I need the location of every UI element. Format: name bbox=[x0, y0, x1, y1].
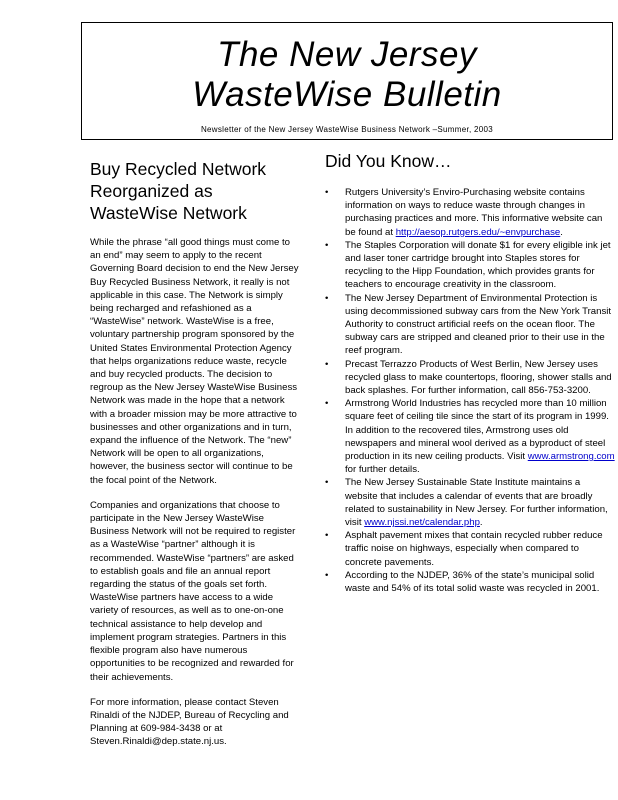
list-item: Asphalt pavement mixes that contain recycled rubber reduce traffic noise on highways, especially when compared to concrete pavements. bbox=[345, 530, 603, 568]
masthead bbox=[81, 22, 613, 140]
title-line-2: WasteWise Bulletin bbox=[192, 75, 502, 114]
njssi-link[interactable]: www.njssi.net/calendar.php bbox=[364, 517, 480, 529]
title-line-1: The New Jersey bbox=[217, 35, 477, 74]
list-item: The Staples Corporation will donate $1 for every eligible ink jet and laser toner cartridge brought into Staples stores for recycling to the Hipp Foundation, which provides grants for teachers to encourage creativity in the classroom. bbox=[345, 239, 611, 291]
did-you-know-title: Did You Know… bbox=[325, 151, 452, 171]
bulletin-subtitle: Newsletter of the New Jersey WasteWise Business Network –Summer, 2003 bbox=[200, 125, 494, 134]
rutgers-link[interactable]: http://aesop.rutgers.edu/~envpurchase bbox=[395, 226, 561, 238]
list-item: Rutgers University’s Enviro-Purchasing website contains information on ways to reduce waste through changes in purchasing practices and more. This informative website can be found at http://aesop.rutgers.edu/~envpurchase. bbox=[345, 187, 603, 238]
list-item: Precast Terrazzo Products of West Berlin, New Jersey uses recycled glass to make countertops, flooring, shower stalls and back splashes. For further information, call 856-753-3200. bbox=[345, 358, 612, 397]
bulletin-title bbox=[82, 35, 612, 115]
list-item: According to the NJDEP, 36% of the state’s municipal solid waste and 54% of its total solid waste was recycled in 2001. bbox=[345, 569, 600, 595]
list-item: The New Jersey Sustainable State Institute maintains a website that includes a calendar of events that are broadly related to sustainability in New Jersey. For further information, visit www.njssi.net/calendar.php. bbox=[345, 477, 608, 529]
article-paragraph: Companies and organizations that choose to participate in the New Jersey WasteWise Business Network will not be required to register as a WasteWise “partner” although it is recommended. WasteWise “partners” are asked to establish goals and file an annual report regarding the status of the goals set forth. WasteWise partners have access to a wide variety of resources, as well as to one-on-one technical assistance to help develop and implement program strategies. Partners in this flexible program also have numerous opportunities to be recognized and rewarded for their achievements. bbox=[90, 499, 296, 683]
article-column bbox=[90, 158, 302, 761]
article-title: Buy Recycled Network Reorganized as WasteWise Network bbox=[90, 159, 267, 223]
list-item: The New Jersey Department of Environmental Protection is using decommissioned subway cars from the New York Transit Authority to construct artificial reefs on the ocean floor. The subway cars are stripped and cleaned prior to their use in the reef program. bbox=[345, 292, 612, 357]
did-you-know-column bbox=[325, 150, 615, 595]
article-paragraph: While the phrase “all good things must come to an end” may seem to apply to the recent Governing Board decision to end the New Jersey Buy Recycled Business Network, it really is not applicable in this case. The Network is simply being recharged and refashioned as a “WasteWise” network. WasteWise is a free, voluntary partnership program sponsored by the United States Environmental Protection Agency that helps organizations reduce waste, recycle and buy recycled products. The decision to regroup as the New Jersey WasteWise Business Network was made in the hope that a network with a broader mission may be more attractive to businesses and other organizations and in turn, expand the influence of the Network. The “new” Network will be open to all organizations, however, the business sector will continue to be the focal point of the Network. bbox=[90, 237, 299, 486]
list-item: Armstrong World Industries has recycled more than 10 million square feet of ceiling tile since the start of its program in 1999. In addition to the recovered tiles, Armstrong uses old newspapers and mineral wool derived as a byproduct of steel production in its new ceiling products. Visit www.armstrong.com for further details. bbox=[345, 398, 615, 476]
did-you-know-list bbox=[325, 186, 615, 595]
armstrong-link[interactable]: www.armstrong.com bbox=[527, 451, 615, 463]
article-paragraph: For more information, please contact Steven Rinaldi of the NJDEP, Bureau of Recycling and Planning at 609-984-3438 or at Steven.Rinaldi@dep.state.nj.us. bbox=[90, 696, 289, 748]
